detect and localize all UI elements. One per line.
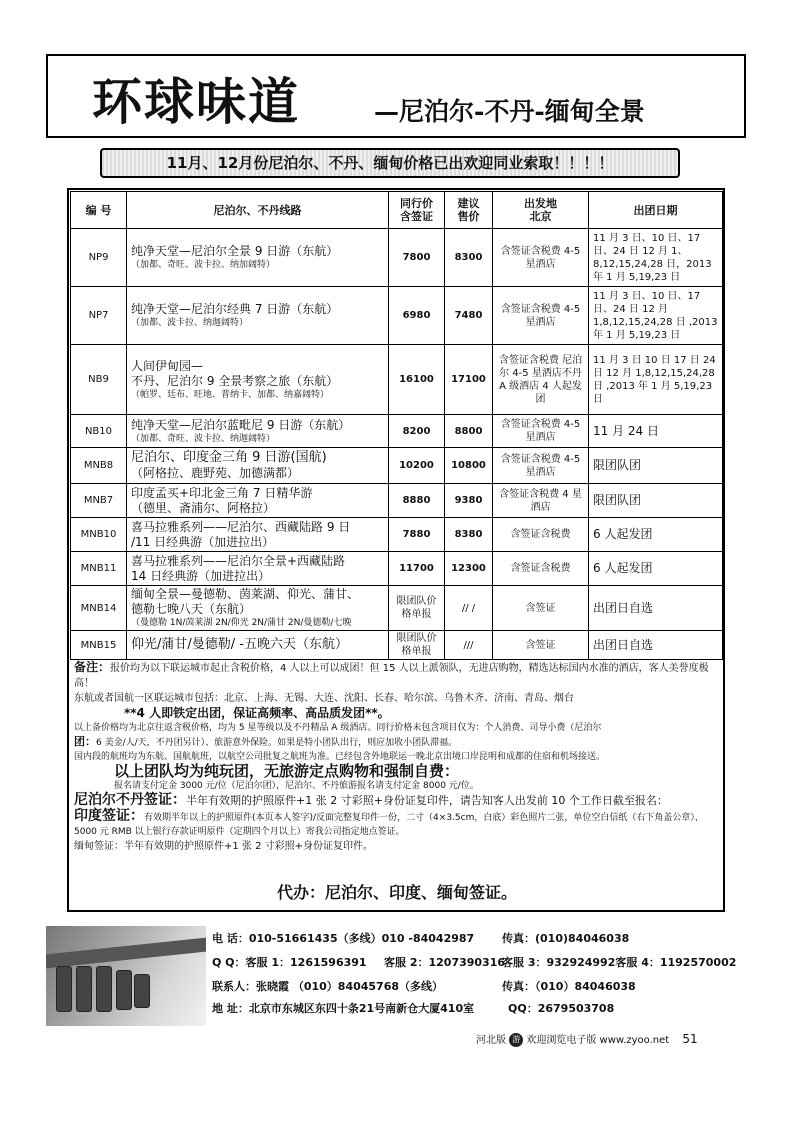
row-dates: 限团队团: [589, 484, 723, 518]
header-route: 尼泊尔、不丹线路: [127, 192, 389, 229]
row-dates: 11 月 3 日 10 日 17 日 24 日 12 月 1,8,12,15,24,28 日 ,2013 年 1 月 5,19,23 日: [589, 345, 723, 415]
table-row: [71, 345, 723, 415]
prayer-wheel-photo: [46, 926, 206, 1026]
row-code: NP9: [71, 229, 127, 287]
row-dates: 出团日自选: [589, 586, 723, 631]
banner: [46, 54, 746, 138]
row-trade-price: 限团队价格单报: [389, 586, 445, 631]
qq-service-3-4: 客服 3：932924992客服 4：1192570002: [502, 956, 737, 969]
banner-title: 环球味道: [92, 72, 300, 131]
table-row: [71, 415, 723, 448]
row-route: 纯净天堂—尼泊尔蓝毗尼 9 日游（东航） （加都、奇旺、波卡拉、纳迦阔特）: [127, 415, 389, 448]
row-suggested-price: 8800: [445, 415, 493, 448]
table-header-row: [71, 192, 723, 229]
row-dates: 出团日自选: [589, 631, 723, 660]
nepal-visa: 尼泊尔不丹签证：半年有效期的护照原件+1 张 2 寸彩照+身份证复印件，请告知客人出发前 10 个工作日截至报名：: [74, 792, 668, 808]
row-code: MNB10: [71, 518, 127, 552]
row-code: MNB11: [71, 552, 127, 586]
qq-line: Q Q：客服 1：1261596391: [212, 956, 367, 969]
table-row: [71, 631, 723, 660]
row-code: MNB14: [71, 586, 127, 631]
table-row: [71, 287, 723, 345]
row-trade-price: 11700: [389, 552, 445, 586]
row-route: 印度孟买+印北金三角 7 日精华游 （德里、斋浦尔、阿格拉）: [127, 484, 389, 518]
row-dates: 6 人起发团: [589, 518, 723, 552]
row-suggested-price: 7480: [445, 287, 493, 345]
qq-service-2: 客服 2：1207390316: [384, 956, 506, 969]
row-departure: 含签证含税费 4-5 星酒店: [493, 448, 589, 484]
row-code: NP7: [71, 287, 127, 345]
row-departure: 含签证含税费: [493, 552, 589, 586]
row-departure: 含签证含税费 4-5 星酒店: [493, 229, 589, 287]
row-trade-price: 8200: [389, 415, 445, 448]
table-row: [71, 552, 723, 586]
header-suggested-price: 建议 售价: [445, 192, 493, 229]
row-code: NB10: [71, 415, 127, 448]
page-number: 51: [682, 1032, 698, 1046]
table-row: [71, 484, 723, 518]
row-trade-price: 7880: [389, 518, 445, 552]
tour-table: [70, 191, 723, 660]
notes-section: [74, 660, 720, 854]
fees-continued: 团：6 美金/人/天，不丹团另计）、旅游意外保险。如果是特小团队出行，则应加收小团队滞福。: [74, 735, 458, 748]
row-dates: 11 月 3 日、10 日、17 日、24 日 12 月 1、8,12,15,24,28 日，2013 年 1 月 5,19,23 日: [589, 229, 723, 287]
banner-subtitle: —尼泊尔-不丹-缅甸全景: [374, 97, 645, 126]
row-suggested-price: 8380: [445, 518, 493, 552]
contact-section: [46, 926, 746, 1026]
row-route: 人间伊甸园— 不丹、尼泊尔 9 全景考察之旅（东航） （帕罗、廷布、旺地、普纳卡、加都、纳嘉阔特）: [127, 345, 389, 415]
row-dates: 11 月 24 日: [589, 415, 723, 448]
address: 地 址：北京市东城区东四十条21号南新仓大厦410室: [212, 1002, 475, 1015]
fax-line-1: 传真：(010)84046038: [502, 932, 630, 945]
row-route: 缅甸全景—曼德勒、茵莱湖、仰光、蒲甘、 德勒七晚八天（东航） （曼德勒 1N/茵莱湖 2N/仰光 2N/蒲甘 2N/曼德勒/七晚: [127, 586, 389, 631]
row-code: MNB8: [71, 448, 127, 484]
row-departure: 含签证含税费: [493, 518, 589, 552]
row-suggested-price: 10800: [445, 448, 493, 484]
table-row: [71, 518, 723, 552]
price-notice: 11月、12月份尼泊尔、不丹、缅甸价格已出欢迎同业索取！！！！: [100, 148, 680, 178]
table-row: [71, 586, 723, 631]
row-departure: 含签证含税费 4-5 星酒店: [493, 415, 589, 448]
visa-agent: 代办：尼泊尔、印度、缅甸签证。: [276, 883, 517, 902]
row-departure: 含签证含税费 4 星酒店: [493, 484, 589, 518]
main-qq: QQ：2679503708: [508, 1002, 615, 1015]
row-route: 仰光/蒲甘/曼德勒/ -五晚六天（东航）: [127, 631, 389, 660]
header-dates: 出团日期: [589, 192, 723, 229]
myanmar-visa: 缅甸签证：半年有效期的护照原件+1 张 2 寸彩照+身份证复印件。: [74, 841, 374, 852]
row-trade-price: 7800: [389, 229, 445, 287]
site-link[interactable]: 欢迎浏览电子版 www.zyoo.net: [526, 1035, 670, 1046]
deposit: 报名请支付定金 3000 元/位（尼泊尔团），尼泊尔、不丹旅游报名请支付定金 8000 元/位。: [114, 781, 479, 791]
row-dates: 11 月 3 日、10 日、17 日、24 日 12 月 1,8,12,15,24,28 日 ,2013 年 1 月 5,19,23 日: [589, 287, 723, 345]
row-trade-price: 10200: [389, 448, 445, 484]
row-suggested-price: 8300: [445, 229, 493, 287]
row-suggested-price: 12300: [445, 552, 493, 586]
row-code: MNB15: [71, 631, 127, 660]
row-suggested-price: ///: [445, 631, 493, 660]
row-trade-price: 限团队价格单报: [389, 631, 445, 660]
cities: 东航或者国航一区联运城市包括：北京、上海、无锡、大连、沈阳、长春、哈尔滨、乌鲁木齐、济南、青岛、烟台: [74, 693, 574, 704]
row-code: NB9: [71, 345, 127, 415]
header-code: 编 号: [71, 192, 127, 229]
india-visa: 印度签证：有效期半年以上的护照原件(本页本人签字)/反面完整复印件一份，二寸（4×3.5cm，白底）彩色照片二张，单位空白信纸（右下角盖公章），5000 元 RMB 以上银行存款证明原件（定期四个月以上）寄我公司指定地点签证。: [74, 808, 704, 837]
row-dates: 限团队团: [589, 448, 723, 484]
row-departure: 含签证含税费 4-5 星酒店: [493, 287, 589, 345]
contact-person: 联系人：张晓霞 （010）84045768（多线）: [212, 980, 444, 993]
row-code: MNB7: [71, 484, 127, 518]
row-route: 喜马拉雅系列——尼泊尔全景+西藏陆路 14 日经典游（加进拉出）: [127, 552, 389, 586]
row-suggested-price: 9380: [445, 484, 493, 518]
fixed-departure: **4 人即铁定出团，保证高频率、高品质发团**。: [124, 706, 390, 720]
row-trade-price: 8880: [389, 484, 445, 518]
row-route: 尼泊尔、印度金三角 9 日游(国航) （阿格拉、鹿野苑、加德满都）: [127, 448, 389, 484]
no-shopping: 以上团队均为纯玩团，无旅游定点购物和强制自费：: [114, 762, 460, 780]
table-row: [71, 448, 723, 484]
row-route: 喜马拉雅系列——尼泊尔、西藏陆路 9 日 /11 日经典游（加进拉出）: [127, 518, 389, 552]
flights: 国内段的航班均为东航、国航航班，以航空公司批复之航班为准。已经包含外地联运一晚北京出境口岸昆明和成都的住宿和机场接送。: [74, 752, 606, 762]
fax-line-2: 传真：（010）84046038: [502, 980, 636, 993]
row-route: 纯净天堂—尼泊尔经典 7 日游（东航） （加都、波卡拉、纳迦阔特）: [127, 287, 389, 345]
zyoo-logo-icon: 游: [509, 1033, 523, 1047]
table-row: [71, 229, 723, 287]
row-dates: 6 人起发团: [589, 552, 723, 586]
row-trade-price: 6980: [389, 287, 445, 345]
page-footer: [476, 1031, 698, 1047]
row-departure: 含签证: [493, 586, 589, 631]
header-trade-price: 同行价 含签证: [389, 192, 445, 229]
header-departure: 出发地 北京: [493, 192, 589, 229]
fees: 以上备价格均为北京往返含税价格，均为 5 星等级以及不丹精品 A 级酒店。同行价格未包含项目仅为：个人消费、司导小费（尼泊尔: [74, 723, 602, 733]
remark: 备注：报价均为以下联运城市起止含税价格，4 人以上可以成团！但 15 人以上派领队，无进店购物，精选达标国内水准的酒店，客人美誉度极高！: [74, 660, 709, 689]
row-suggested-price: // /: [445, 586, 493, 631]
row-departure: 含签证含税费 尼泊尔 4-5 星酒店不丹 A 级酒店 4 人起发团: [493, 345, 589, 415]
edition-label: 河北版: [476, 1035, 506, 1046]
row-route: 纯净天堂—尼泊尔全景 9 日游（东航） （加都、奇旺、波卡拉、纳加阔特）: [127, 229, 389, 287]
row-trade-price: 16100: [389, 345, 445, 415]
row-departure: 含签证: [493, 631, 589, 660]
phone-line: 电 话：010-51661435（多线）010 -84042987: [212, 932, 475, 945]
row-suggested-price: 17100: [445, 345, 493, 415]
